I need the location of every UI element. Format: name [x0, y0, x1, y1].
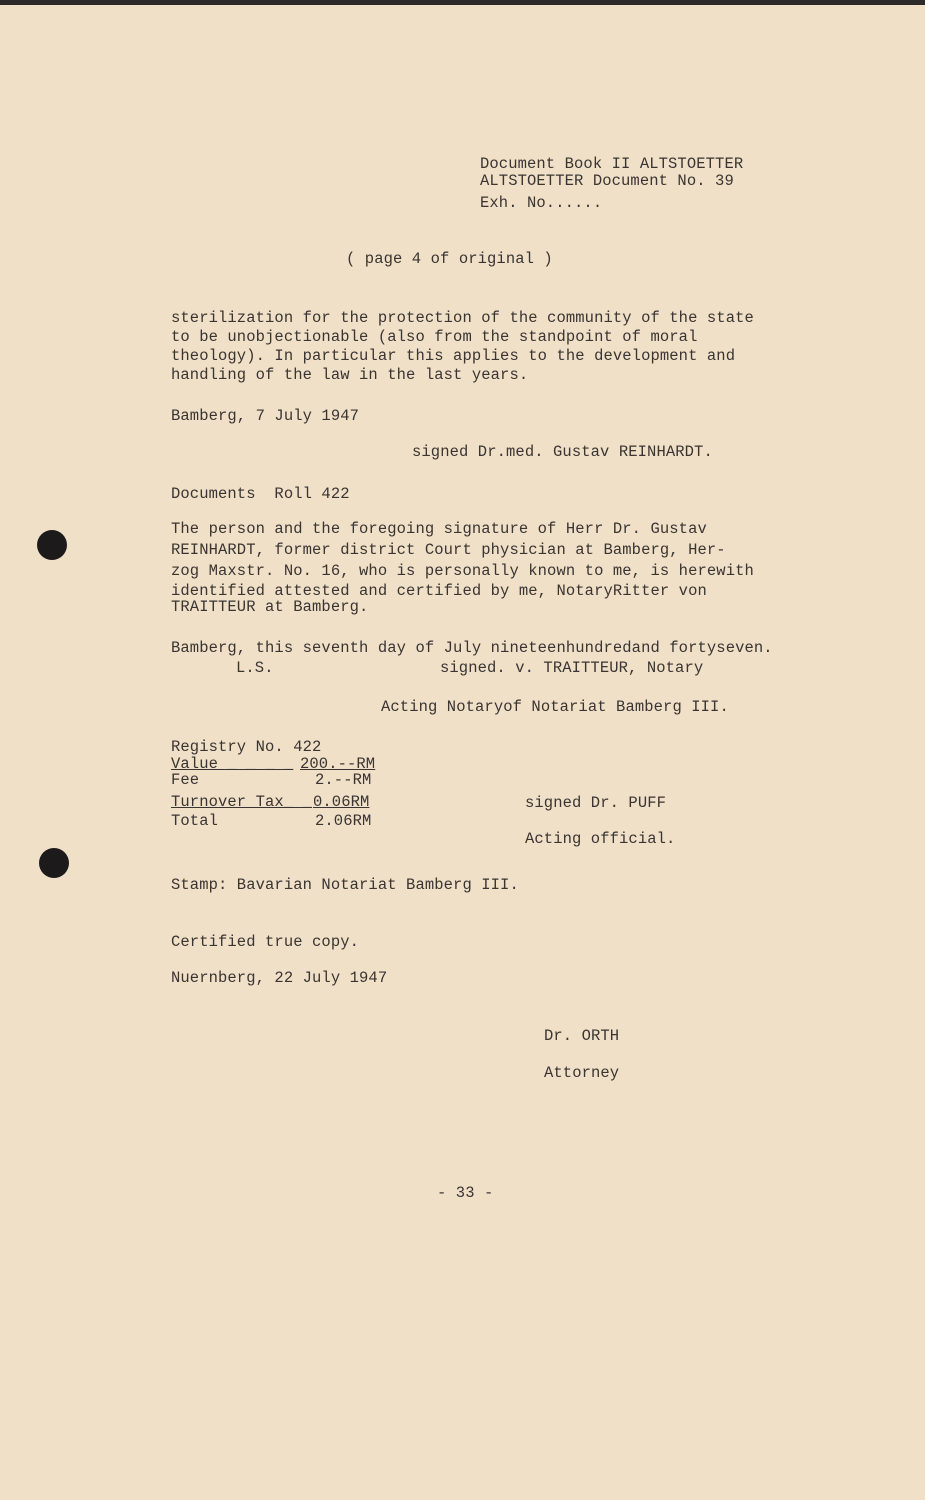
certified-copy: Certified true copy.: [171, 933, 360, 951]
signature-traitteur: signed. v. TRAITTEUR, Notary: [440, 659, 704, 677]
body-line: sterilization for the protection of the community of the state: [171, 309, 754, 327]
punch-hole: [39, 848, 69, 878]
header-line: Exh. No......: [480, 194, 603, 212]
body-line: TRAITTEUR at Bamberg.: [171, 598, 369, 616]
header-line: Document Book II ALTSTOETTER: [480, 155, 744, 173]
body-line: identified attested and certified by me, NotaryRitter von: [171, 582, 707, 600]
page-number: - 33 -: [437, 1184, 494, 1202]
top-edge: [0, 0, 925, 5]
tax-label: Turnover Tax_ _: [171, 793, 313, 811]
fee-amount: 2.--RM: [315, 771, 372, 789]
documents-roll: Documents Roll 422: [171, 485, 350, 503]
signature-reinhardt: signed Dr.med. Gustav REINHARDT.: [412, 443, 713, 461]
body-line: theology). In particular this applies to the development and: [171, 347, 736, 365]
body-line: zog Maxstr. No. 16, who is personally known to me, is herewith: [171, 562, 754, 580]
body-line: The person and the foregoing signature of Herr Dr. Gustav: [171, 520, 707, 538]
nuernberg-date: Nuernberg, 22 July 1947: [171, 969, 388, 987]
total-label: Total: [171, 812, 219, 830]
punch-hole: [37, 530, 67, 560]
fee-label: Fee: [171, 771, 200, 789]
signature-orth: Dr. ORTH: [544, 1027, 620, 1045]
body-line: handling of the law in the last years.: [171, 366, 529, 384]
tax-amount: 0.06RM: [313, 793, 370, 811]
stamp-note: Stamp: Bavarian Notariat Bamberg III.: [171, 876, 519, 894]
header-line: ALTSTOETTER Document No. 39: [480, 172, 734, 190]
body-line: REINHARDT, former district Court physician at Bamberg, Her-: [171, 541, 726, 559]
signature-puff: signed Dr. PUFF: [525, 794, 667, 812]
ls-seal-note: L.S.: [236, 659, 274, 677]
page-note: ( page 4 of original ): [346, 250, 553, 268]
value-amount: 200.--RM: [300, 755, 376, 773]
attorney-title: Attorney: [544, 1064, 620, 1082]
bamberg-date: Bamberg, this seventh day of July nineteenhundredand fortyseven.: [171, 639, 773, 657]
value-label: Value _ _ _ _: [171, 755, 294, 773]
acting-notary: Acting Notaryof Notariat Bamberg III.: [381, 698, 729, 716]
place-date: Bamberg, 7 July 1947: [171, 407, 360, 425]
acting-official: Acting official.: [525, 830, 676, 848]
registry-no: Registry No. 422: [171, 738, 322, 756]
body-line: to be unobjectionable (also from the standpoint of moral: [171, 328, 698, 346]
total-amount: 2.06RM: [315, 812, 372, 830]
